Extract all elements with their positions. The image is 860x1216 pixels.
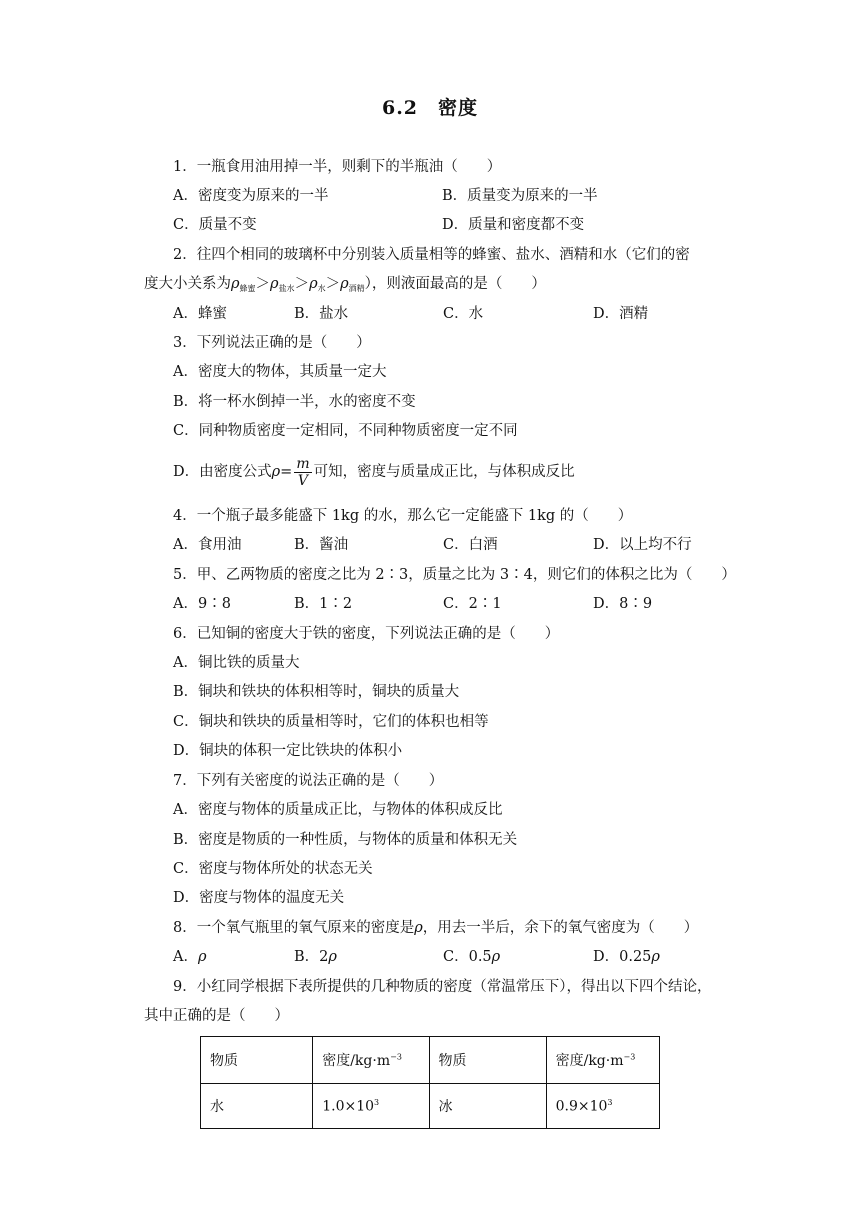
- question-8-option-c: [443, 947, 500, 967]
- question-8-option-a: [173, 947, 207, 967]
- page-title: 6.2 密度: [381, 97, 479, 119]
- option-label: A．: [173, 949, 198, 965]
- rho-symbol: ρ: [651, 949, 660, 965]
- cell-exponent: 3: [607, 1097, 613, 1107]
- q3d-prefix: D．由密度公式: [173, 464, 272, 480]
- question-2-option-a: A．蜂蜜: [173, 306, 227, 322]
- question-4-option-b: B．酱油: [294, 537, 349, 553]
- table-row: [201, 1084, 660, 1129]
- rho-symbol: ρ: [340, 276, 349, 292]
- greater-than: ＞: [255, 276, 271, 292]
- subscript-saltwater: 盐水: [278, 284, 295, 293]
- question-3-option-b: B．将一杯水倒掉一半，水的密度不变: [173, 394, 416, 410]
- table-header-cell: [313, 1037, 429, 1084]
- rho-symbol: ρ: [271, 464, 281, 480]
- question-5-option-b: B．1∶2: [294, 596, 353, 612]
- question-1-option-c: C．质量不变: [173, 217, 257, 233]
- greater-than: ＞: [294, 276, 310, 292]
- question-2-option-b: B．盐水: [294, 306, 349, 322]
- question-4-option-a: A．食用油: [173, 537, 242, 553]
- header-exponent: −3: [623, 1052, 636, 1062]
- density-formula-fraction: [294, 456, 311, 489]
- question-7-option-b: B．密度是物质的一种性质，与物体的质量和体积无关: [173, 832, 518, 848]
- question-5-stem: 5．甲、乙两物质的密度之比为 2∶3，质量之比为 3∶4，则它们的体积之比为（ ）: [173, 567, 736, 583]
- option-label: B．2: [294, 949, 329, 965]
- q8-suffix: ，用去一半后，余下的氧气密度为（ ）: [422, 920, 699, 936]
- question-3-option-d: [173, 454, 575, 490]
- fraction-numerator: m: [296, 455, 310, 472]
- question-5-option-d: D．8∶9: [593, 596, 653, 612]
- question-5-option-c: C．2∶1: [443, 596, 502, 612]
- question-4-stem: 4．一个瓶子最多能盛下 1kg 的水，那么它一定能盛下 1kg 的（ ）: [173, 508, 633, 524]
- q2-suffix: ），则液面最高的是（ ）: [364, 276, 546, 292]
- subscript-alcohol: 酒精: [348, 284, 365, 293]
- q8-prefix: 8．一个氧气瓶里的氧气原来的密度是: [173, 920, 415, 936]
- question-1-option-d: D．质量和密度都不变: [442, 217, 585, 233]
- question-6-option-b: B．铜块和铁块的体积相等时，铜块的质量大: [173, 684, 460, 700]
- question-3-option-c: C．同种物质密度一定相同，不同种物质密度一定不同: [173, 423, 518, 439]
- table-cell: 冰: [429, 1084, 546, 1129]
- question-8-stem: [173, 918, 698, 938]
- question-1-option-a: A．密度变为原来的一半: [173, 188, 329, 204]
- question-9-stem-line1: 9．小红同学根据下表所提供的几种物质的密度（常温常压下），得出以下四个结论，: [173, 979, 712, 995]
- rho-symbol: ρ: [309, 276, 318, 292]
- header-text: 密度/kg·m: [322, 1053, 391, 1069]
- question-2-stem-line1: 2．往四个相同的玻璃杯中分别装入质量相等的蜂蜜、盐水、酒精和水（它们的密: [173, 247, 690, 263]
- cell-exponent: 3: [374, 1097, 380, 1107]
- subscript-water: 水: [317, 284, 326, 293]
- table-header-cell: 物质: [201, 1037, 313, 1084]
- header-exponent: −3: [390, 1052, 402, 1062]
- q2-prefix: 度大小关系为: [144, 276, 231, 292]
- cell-value: 0.9×10: [555, 1098, 608, 1115]
- table-header-row: [201, 1037, 660, 1084]
- question-6-option-d: D．铜块的体积一定比铁块的体积小: [173, 743, 403, 759]
- rho-symbol: ρ: [270, 276, 279, 292]
- question-3-option-a: A．密度大的物体，其质量一定大: [173, 364, 387, 380]
- table-cell: 水: [201, 1084, 313, 1129]
- rho-symbol: ρ: [197, 949, 207, 965]
- cell-value: 1.0×10: [322, 1098, 375, 1115]
- fraction-denominator: V: [297, 472, 309, 489]
- question-8-option-b: [294, 947, 337, 967]
- q3d-suffix: 可知，密度与质量成正比，与体积成反比: [313, 464, 575, 480]
- table-header-cell: [546, 1037, 659, 1084]
- rho-symbol: ρ: [231, 276, 240, 292]
- question-7-option-d: D．密度与物体的温度无关: [173, 890, 345, 906]
- option-label: C．0.5: [443, 949, 492, 965]
- question-6-stem: 6．已知铜的密度大于铁的密度，下列说法正确的是（ ）: [173, 626, 560, 642]
- question-9-stem-line2: 其中正确的是（ ）: [144, 1008, 289, 1024]
- question-8-option-d: [593, 947, 660, 967]
- question-2-stem-line2: [144, 274, 546, 299]
- option-label: D．0.25: [593, 949, 652, 965]
- question-7-stem: 7．下列有关密度的说法正确的是（ ）: [173, 773, 444, 789]
- header-text: 密度/kg·m: [555, 1053, 624, 1069]
- rho-symbol: ρ: [414, 920, 423, 936]
- table-header-cell: 物质: [429, 1037, 546, 1084]
- rho-symbol: ρ: [491, 949, 501, 965]
- question-2-option-c: C．水: [443, 306, 484, 322]
- question-6-option-c: C．铜块和铁块的质量相等时，它们的体积也相等: [173, 714, 489, 730]
- equals-sign: =: [280, 464, 293, 480]
- question-6-option-a: A．铜比铁的质量大: [173, 655, 300, 671]
- question-1-option-b: B．质量变为原来的一半: [442, 188, 598, 204]
- question-1-stem: 1．一瓶食用油用掉一半，则剩下的半瓶油（ ）: [173, 159, 502, 175]
- subscript-honey: 蜂蜜: [239, 284, 256, 293]
- question-2-option-d: D．酒精: [593, 306, 649, 322]
- greater-than: ＞: [325, 276, 341, 292]
- question-4-option-c: C．白酒: [443, 537, 498, 553]
- density-table: [200, 1036, 660, 1129]
- question-4-option-d: D．以上均不行: [593, 537, 692, 553]
- rho-symbol: ρ: [328, 949, 337, 965]
- question-7-option-c: C．密度与物体所处的状态无关: [173, 861, 373, 877]
- question-5-option-a: A．9∶8: [173, 596, 231, 612]
- question-7-option-a: A．密度与物体的质量成正比，与物体的体积成反比: [173, 802, 503, 818]
- question-3-stem: 3．下列说法正确的是（ ）: [173, 335, 371, 351]
- table-cell: [313, 1084, 429, 1129]
- table-cell: [546, 1084, 659, 1129]
